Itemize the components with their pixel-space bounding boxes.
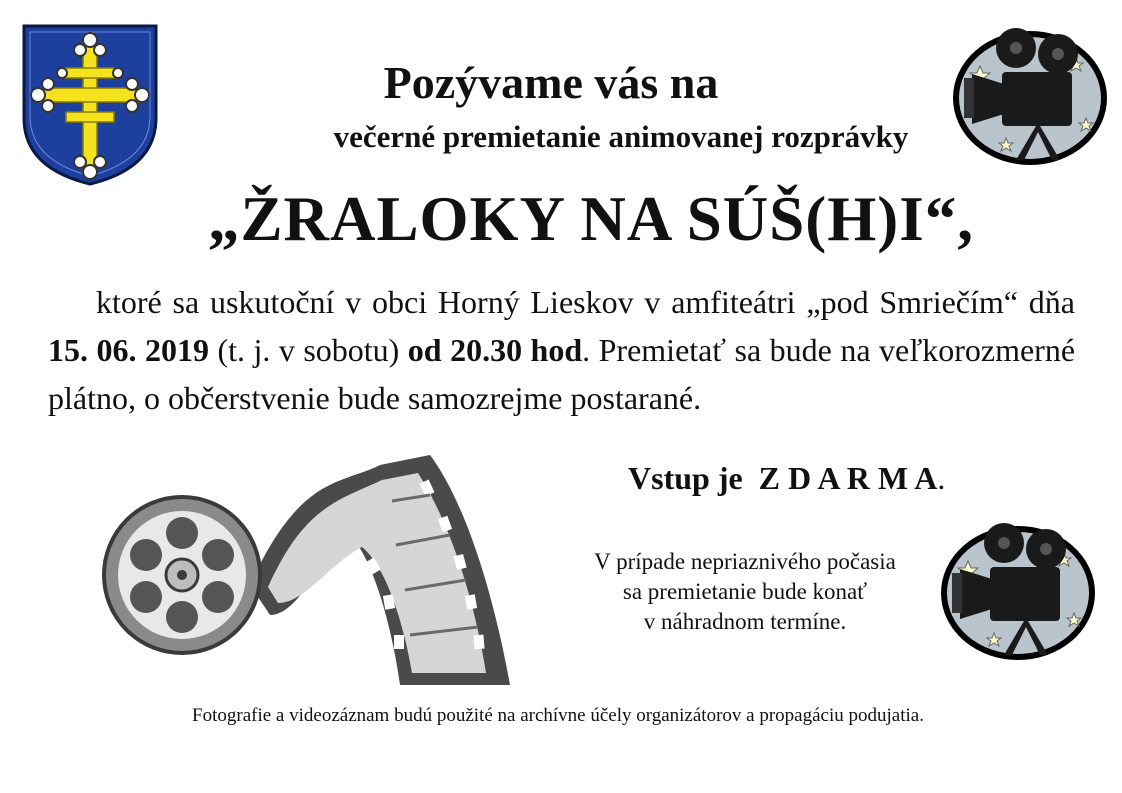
- weather-note: [545, 547, 945, 637]
- weather-line: V prípade nepriaznivého počasia: [594, 549, 896, 574]
- weather-line: v náhradnom termíne.: [643, 609, 847, 634]
- description-text: . Premietať sa bude na veľkorozmerné plátno, o občerstvenie bude samozrejme postarané.: [48, 332, 1076, 416]
- entry-note: [628, 457, 945, 499]
- entry-free: Z D A R M A: [758, 460, 938, 496]
- footer-note: Fotografie a videozáznam budú použité na archívne účely organizátorov a propagáciu podujatia.: [192, 705, 924, 726]
- weather-line: sa premietanie bude konať: [622, 579, 868, 604]
- event-time: od 20.30 hod: [407, 332, 583, 368]
- description-text: ktoré sa uskutoční v obci Horný Lieskov v amfiteátri „pod Smriečím“ dňa: [96, 284, 1075, 320]
- invitation-subheading: večerné premietanie animovanej rozprávky: [333, 119, 909, 154]
- event-description: [48, 278, 1075, 422]
- entry-suffix: .: [937, 460, 946, 496]
- description-text: (t. j. v sobotu): [208, 332, 408, 368]
- movie-title: „ŽRALOKY NA SÚŠ(H)I“,: [207, 184, 975, 254]
- film-reel-icon: [100, 455, 512, 685]
- invitation-heading: Pozývame vás na: [383, 57, 719, 108]
- movie-camera-icon: [934, 513, 1096, 663]
- entry-prefix: Vstup je: [628, 460, 743, 496]
- event-date: 15. 06. 2019: [48, 332, 209, 368]
